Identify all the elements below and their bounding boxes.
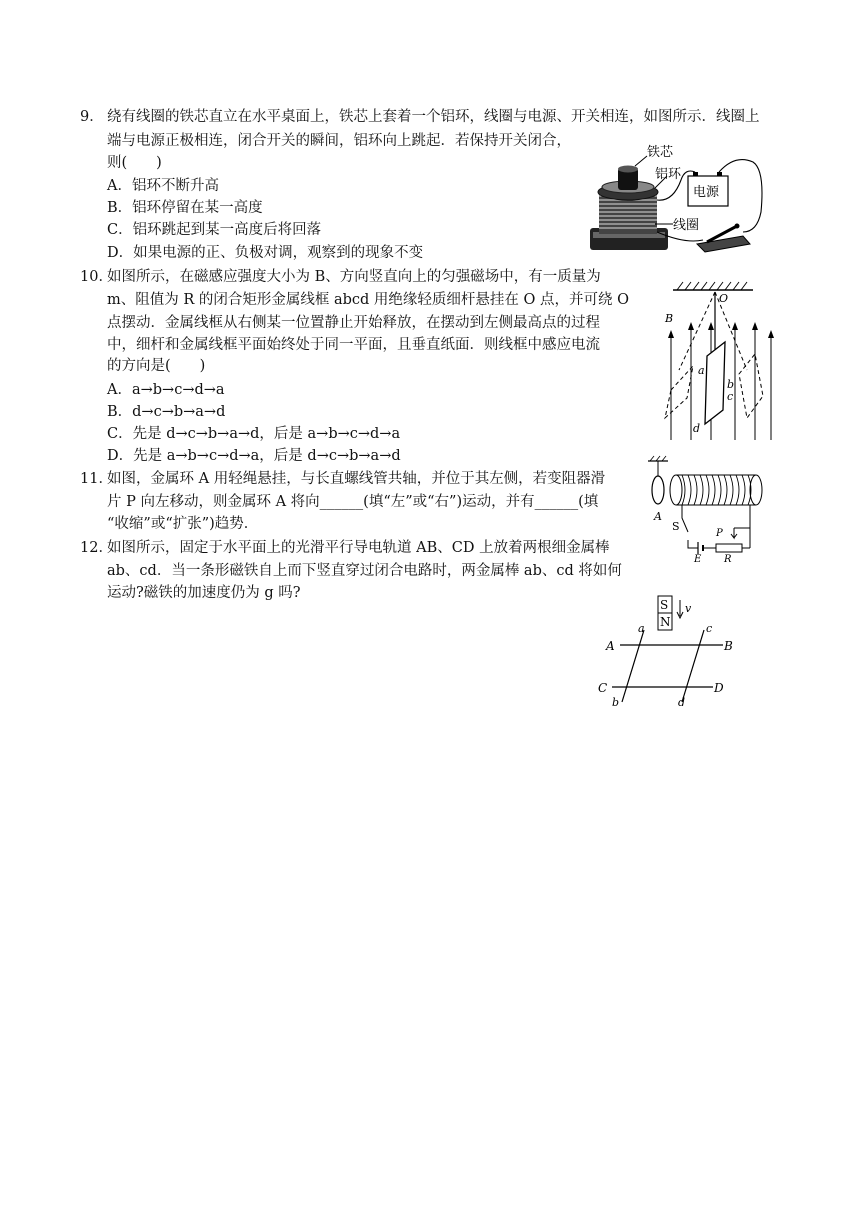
- question-text-line: 的方向是( ): [107, 358, 206, 374]
- question-text-line: 如图，金属环 A 用轻绳悬挂，与长直螺线管共轴，并位于其左侧，若变阻器滑: [107, 471, 606, 487]
- label-coil: 线圈: [673, 218, 700, 233]
- question-text-line: 运动?磁铁的加速度仍为 g 吗?: [107, 585, 301, 601]
- label-B: B: [724, 639, 733, 653]
- option-d: D．先是 a→b→c→d→a，后是 d→c→b→a→d: [107, 448, 401, 464]
- question-text-line: 如图所示，固定于水平面上的光滑平行导电轨道 AB、CD 上放着两根细金属棒: [107, 540, 610, 556]
- coil-circuit-figure: [585, 140, 785, 260]
- question-number: 12．: [80, 540, 113, 556]
- label-A: A: [654, 510, 662, 523]
- question-text-line: 绕有线圈的铁芯直立在水平桌面上，铁芯上套着一个铝环，线圈与电源、开关相连，如图所示．线圈上: [107, 109, 760, 125]
- option-b: B．铝环停留在某一高度: [107, 200, 263, 216]
- label-D: D: [714, 681, 724, 695]
- label-N: N: [660, 615, 671, 629]
- question-text-line: 片 P 向左移动，则金属环 A 将向______(填“左”或“右”)运动，并有______(填: [107, 494, 599, 510]
- label-d: d: [693, 422, 701, 435]
- label-b: b: [727, 378, 735, 391]
- question-text-line: 如图所示，在磁感应强度大小为 B、方向竖直向上的匀强磁场中，有一质量为: [107, 269, 601, 285]
- label-E: E: [694, 554, 702, 565]
- question-text-line: ab、cd．当一条形磁铁自上而下竖直穿过闭合电路时，两金属棒 ab、cd 将如何: [107, 563, 622, 579]
- label-O: O: [719, 292, 729, 305]
- question-number: 11．: [80, 471, 113, 487]
- label-c: c: [706, 622, 713, 635]
- label-core: 铁芯: [647, 145, 674, 160]
- option-c: C．铝环跳起到某一高度后将回落: [107, 222, 322, 238]
- question-text-line: m、阻值为 R 的闭合矩形金属线框 abcd 用绝缘轻质细杆悬挂在 O 点，并可绕 O: [107, 292, 630, 308]
- option-b: B．d→c→b→a→d: [107, 404, 226, 420]
- question-number: 9．: [80, 109, 104, 125]
- solenoid-circuit-figure: [646, 458, 766, 563]
- label-b: b: [612, 696, 620, 709]
- label-A: A: [606, 639, 615, 653]
- label-S: S: [660, 598, 669, 612]
- label-a: a: [698, 364, 705, 377]
- question-text-line: 则( ): [107, 155, 162, 171]
- label-C: C: [598, 681, 608, 695]
- label-v: v: [685, 602, 692, 615]
- question-number: 10．: [80, 269, 113, 285]
- label-S: S: [672, 520, 680, 533]
- label-R: R: [724, 554, 732, 565]
- swinging-frame-figure: [643, 278, 778, 443]
- label-a: a: [638, 622, 645, 635]
- question-text-line: 端与电源正极相连，闭合开关的瞬间，铝环向上跳起．若保持开关闭合，: [107, 133, 571, 149]
- rails-magnet-figure: [598, 594, 748, 709]
- label-B: B: [665, 312, 674, 325]
- option-a: A．铝环不断升高: [107, 178, 219, 194]
- option-c: C．先是 d→c→b→a→d，后是 a→b→c→d→a: [107, 426, 401, 442]
- question-text-line: 中，细杆和金属线框平面始终处于同一平面，且垂直纸面．则线框中感应电流: [107, 337, 600, 353]
- question-text-line: 点摆动．金属线框从右侧某一位置静止开始释放，在摆动到左侧最高点的过程: [107, 315, 600, 331]
- label-c: c: [727, 390, 734, 403]
- option-d: D．如果电源的正、负极对调，观察到的现象不变: [107, 245, 424, 261]
- label-P: P: [716, 528, 723, 539]
- label-source: 电源: [693, 185, 720, 200]
- question-text-line: “收缩”或“扩张”)趋势．: [107, 516, 259, 532]
- option-a: A．a→b→c→d→a: [107, 382, 225, 398]
- label-d: d: [678, 696, 686, 709]
- label-ring: 铝环: [655, 167, 682, 182]
